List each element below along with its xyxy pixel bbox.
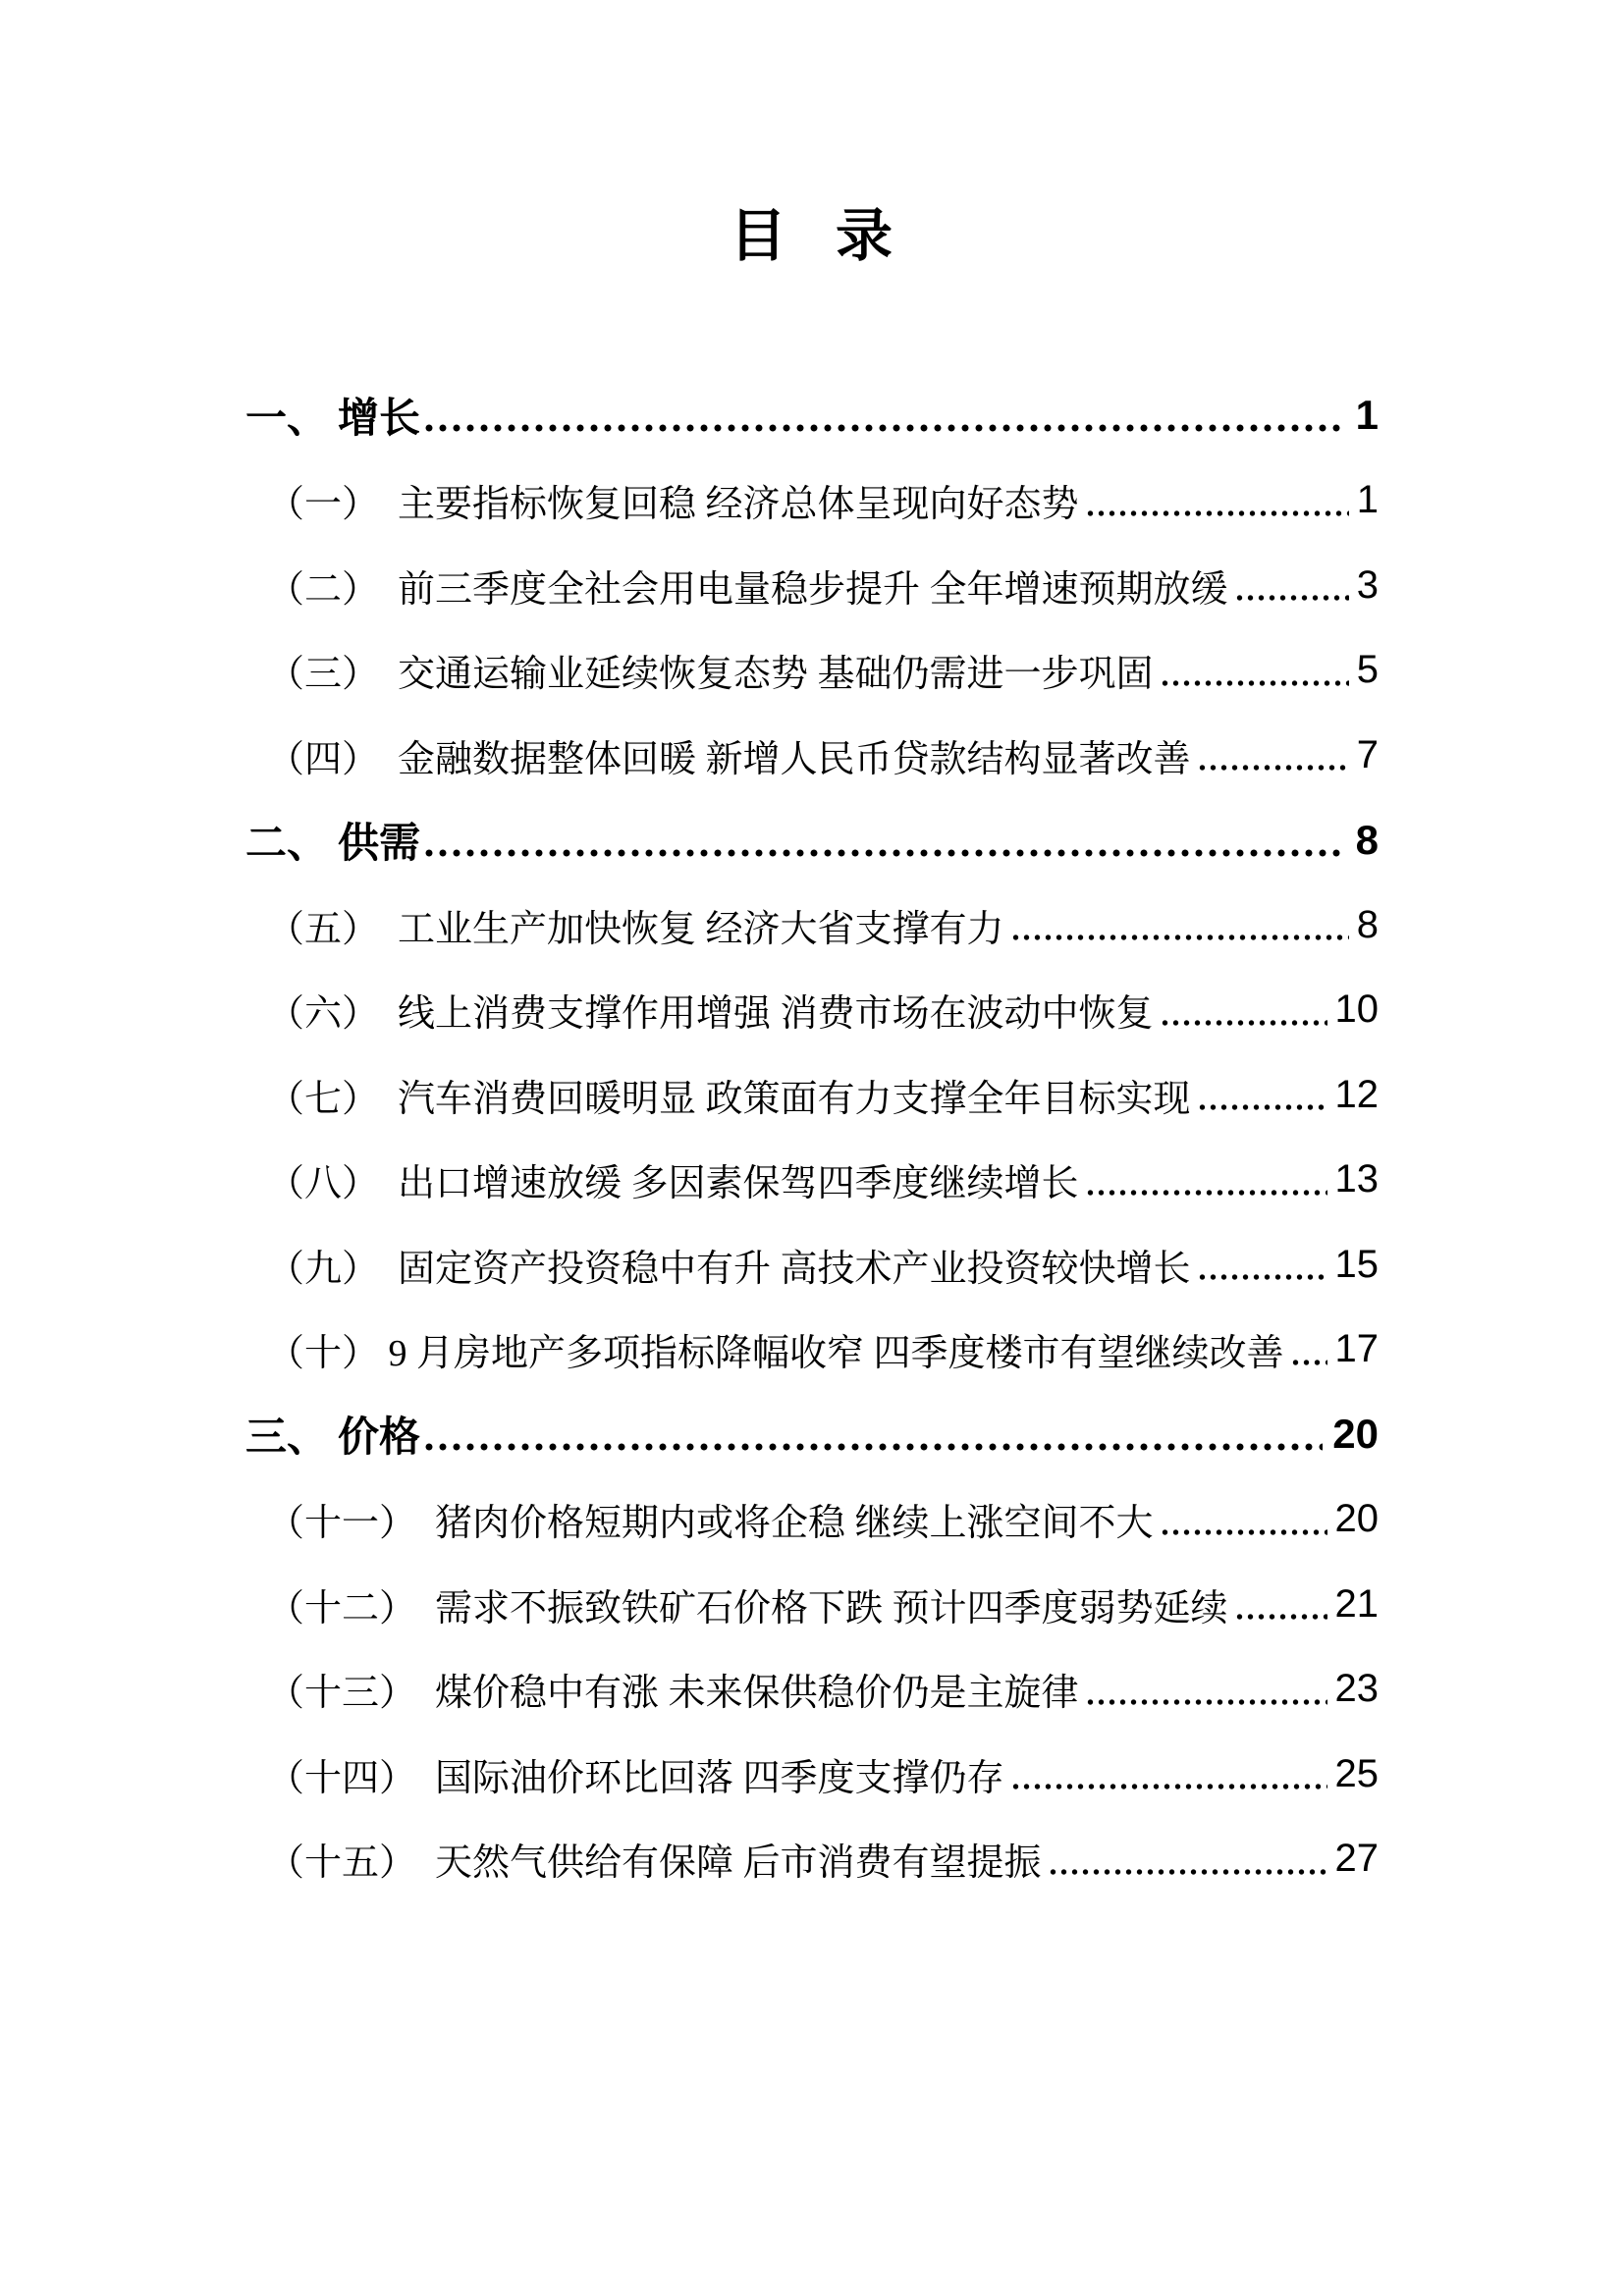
toc-page-number: 8 [1356, 902, 1379, 946]
dot-leader [1290, 1359, 1327, 1366]
toc-page-number: 3 [1356, 562, 1379, 607]
toc-entry-title: 价格 [338, 1414, 421, 1461]
toc-row[interactable] [245, 1308, 1379, 1393]
dot-leader [422, 1443, 1323, 1451]
toc-entry-number: （十三） [267, 1673, 436, 1715]
toc-page-number: 10 [1334, 988, 1379, 1032]
page-title: 目 录 [729, 204, 895, 268]
dot-leader [1234, 594, 1349, 602]
toc-row[interactable] [245, 543, 1379, 628]
toc-entry-number: （四） [267, 738, 399, 780]
dot-leader [1010, 934, 1349, 941]
toc-entry-number: （十） [267, 1333, 389, 1375]
dot-leader [1048, 1868, 1327, 1876]
toc-entry-number: （八） [267, 1163, 399, 1205]
toc-entry-number: （九） [267, 1248, 399, 1290]
toc-entry-title: 需求不振致铁矿石价格下跌 预计四季度弱势延续 [435, 1587, 1228, 1629]
toc-page-number: 21 [1334, 1581, 1379, 1626]
toc-row[interactable] [245, 1647, 1379, 1733]
dot-leader [1234, 1613, 1327, 1621]
dot-leader [1010, 1783, 1327, 1790]
toc-entry-number: （六） [267, 993, 399, 1036]
toc-entry-title: 出口增速放缓 多因素保驾四季度继续增长 [398, 1163, 1079, 1205]
dot-leader [1160, 679, 1349, 687]
dot-leader [1085, 1189, 1327, 1197]
toc-page-number: 20 [1334, 1497, 1379, 1541]
toc-page-number: 7 [1356, 732, 1379, 776]
toc-row[interactable] [245, 1052, 1379, 1138]
dot-leader [1197, 764, 1349, 772]
toc-entry-title: 交通运输业延续恢复态势 基础仍需进一步巩固 [398, 654, 1154, 696]
dot-leader [1085, 1698, 1327, 1706]
toc-row[interactable] [245, 882, 1379, 968]
toc-entry-number: （十五） [267, 1842, 436, 1885]
toc-entry-title: 金融数据整体回暖 新增人民币贷款结构显著改善 [398, 738, 1191, 780]
toc-page-number: 13 [1334, 1157, 1379, 1201]
toc-row[interactable] [245, 968, 1379, 1053]
toc-entry-number: 一、 [245, 395, 329, 442]
toc-row[interactable] [245, 798, 1379, 883]
toc-row[interactable] [245, 1392, 1379, 1477]
toc-entry-number: 三、 [245, 1414, 329, 1461]
dot-leader [422, 849, 1346, 857]
toc-page-number: 27 [1334, 1837, 1379, 1881]
toc-page-number: 20 [1332, 1411, 1379, 1458]
toc-entry-title: 工业生产加快恢复 经济大省支撑有力 [398, 908, 1004, 950]
toc-entry-title: 煤价稳中有涨 未来保供稳价仍是主旋律 [435, 1673, 1079, 1715]
toc-row[interactable] [245, 628, 1379, 714]
dot-leader [1197, 1273, 1327, 1281]
dot-leader [1160, 1528, 1327, 1536]
toc-entry-title: 猪肉价格短期内或将企稳 继续上涨空间不大 [435, 1503, 1154, 1545]
toc-row[interactable] [245, 373, 1379, 458]
toc-page-number: 8 [1355, 816, 1379, 863]
toc-row[interactable] [245, 458, 1379, 544]
toc-entry-number: （十四） [267, 1757, 436, 1799]
toc-row[interactable] [245, 1222, 1379, 1308]
dot-leader [1197, 1103, 1327, 1111]
toc-page-number: 1 [1356, 478, 1379, 522]
toc-entry-number: （五） [267, 908, 399, 950]
toc-entry-number: （三） [267, 654, 399, 696]
toc-entry-title: 主要指标恢复回稳 经济总体呈现向好态势 [398, 484, 1079, 526]
toc-page-number: 25 [1334, 1751, 1379, 1795]
toc-page-number: 5 [1356, 648, 1379, 692]
toc-entry-title: 线上消费支撑作用增强 消费市场在波动中恢复 [398, 993, 1154, 1036]
toc-entry-title: 供需 [338, 819, 421, 866]
toc-entry-title: 天然气供给有保障 后市消费有望提振 [435, 1842, 1042, 1885]
toc-page-number: 15 [1334, 1242, 1379, 1286]
dot-leader [1085, 509, 1349, 517]
toc-row[interactable] [245, 713, 1379, 798]
toc-row[interactable] [245, 1138, 1379, 1223]
toc-entry-title: 汽车消费回暖明显 政策面有力支撑全年目标实现 [398, 1078, 1191, 1120]
toc-row[interactable] [245, 1817, 1379, 1902]
dot-leader [1160, 1019, 1327, 1027]
toc-entry-title: 前三季度全社会用电量稳步提升 全年增速预期放缓 [398, 568, 1228, 611]
toc-entry-title: 国际油价环比回落 四季度支撑仍存 [435, 1757, 1004, 1799]
toc-page-number: 17 [1334, 1327, 1379, 1371]
toc-entry-title: 9 月房地产多项指标降幅收窄 四季度楼市有望继续改善 [388, 1333, 1284, 1375]
dot-leader [422, 424, 1346, 432]
toc-page-number: 23 [1334, 1667, 1379, 1711]
toc-entry-number: （十二） [267, 1587, 436, 1629]
toc-entry-title: 固定资产投资稳中有升 高技术产业投资较快增长 [398, 1248, 1191, 1290]
toc-entry-number: （十一） [267, 1503, 436, 1545]
toc-entry-number: （一） [267, 484, 399, 526]
toc-row[interactable] [245, 1562, 1379, 1647]
toc-row[interactable] [245, 1477, 1379, 1563]
toc-page-number: 1 [1355, 392, 1379, 439]
toc-page-number: 12 [1334, 1072, 1379, 1116]
toc-entry-number: 二、 [245, 819, 329, 866]
toc-entry-number: （二） [267, 568, 399, 611]
toc-entry-title: 增长 [338, 395, 421, 442]
toc-row[interactable] [245, 1732, 1379, 1817]
table-of-contents [245, 373, 1379, 1901]
toc-entry-number: （七） [267, 1078, 399, 1120]
